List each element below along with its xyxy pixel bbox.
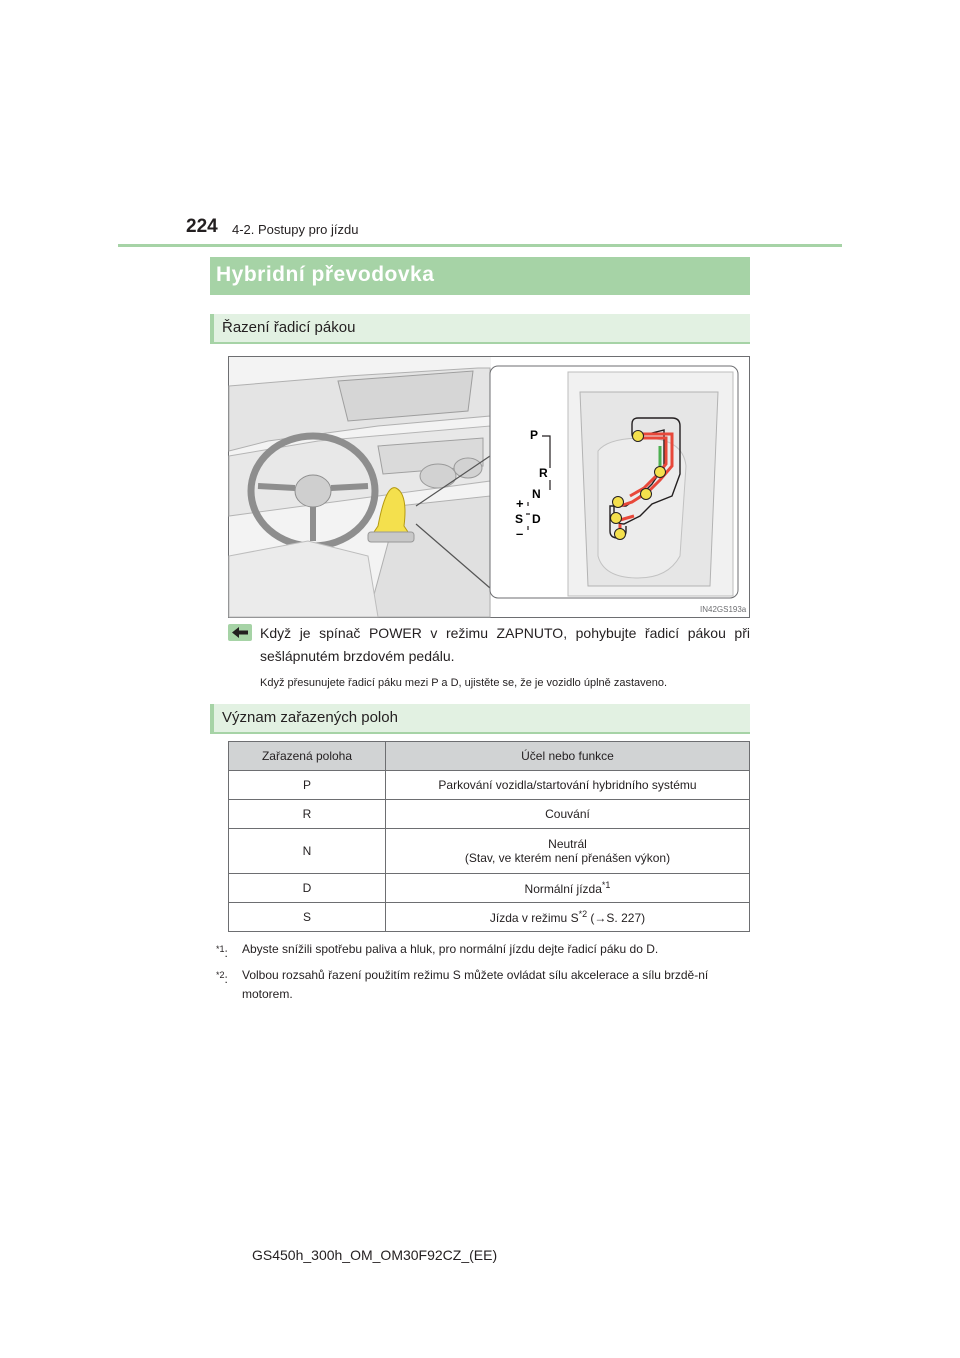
gate-label-s: S <box>515 512 524 526</box>
function-text: Normální jízda <box>524 882 602 896</box>
table-header-row <box>229 742 750 771</box>
function-cell: Parkování vozidla/startování hybridního systému <box>386 771 750 800</box>
subsection-title: Význam zařazených poloh <box>222 709 398 726</box>
shift-console-drawing <box>568 372 733 596</box>
position-cell: R <box>229 800 386 829</box>
header-rule <box>118 244 842 247</box>
footnote-ref: *1 <box>601 880 611 890</box>
subsection-header-shifting <box>210 314 750 344</box>
footnote-text: Volbou rozsahů řazení použitím režimu S můžete ovládat sílu akcelerace a sílu brzdě-ní motorem. <box>242 968 709 1001</box>
subsection-header-positions <box>210 704 750 734</box>
table-row <box>229 874 750 903</box>
arrow-left-icon-glyph <box>228 624 252 641</box>
table-row <box>229 903 750 932</box>
function-text: Jízda v režimu S <box>489 911 579 925</box>
function-line: (Stav, ve kterém není přenášen výkon) <box>464 851 671 865</box>
footnote-mark-text: *1 <box>216 944 225 954</box>
table-row <box>229 771 750 800</box>
footnote-mark-text: *2 <box>216 970 225 980</box>
section-header <box>210 257 750 295</box>
column-header-function: Účel nebo funkce <box>386 742 750 771</box>
footnote-mark: $^{*1}$: <box>216 944 228 960</box>
position-cell: D <box>229 874 386 903</box>
footer-model-code: GS450h_300h_OM_OM30F92CZ_(EE) <box>252 1247 498 1263</box>
page-number: 224 <box>186 216 218 237</box>
function-cell <box>386 903 750 932</box>
section-title: Hybridní převodovka <box>216 263 435 286</box>
page-reference: (→S. 227) <box>587 911 646 925</box>
footnote-ref: *2 <box>578 909 588 919</box>
position-cell: P <box>229 771 386 800</box>
instruction-note: Když přesunujete řadicí páku mezi P a D, ujistěte se, že je vozidlo úplně zastaveno. <box>260 677 668 689</box>
function-line: Neutrál <box>548 837 587 851</box>
chapter-heading: 4-2. Postupy pro jízdu <box>232 222 359 237</box>
footnote-mark: $^{*2}$: <box>216 970 228 986</box>
gate-label-d: D <box>532 512 541 526</box>
gate-label-plus: + <box>516 496 524 511</box>
car-interior-drawing <box>229 357 491 617</box>
gate-label-p: P <box>530 428 539 442</box>
gate-label-r: R <box>539 466 548 480</box>
shift-lever-illustration <box>228 356 750 618</box>
function-cell: Couvání <box>386 800 750 829</box>
subsection-title: Řazení řadicí pákou <box>222 319 356 336</box>
illustration-code: IN42GS193a <box>700 605 747 614</box>
gate-label-n: N <box>532 487 541 501</box>
function-cell <box>386 829 750 874</box>
table-row <box>229 829 750 874</box>
gate-label-minus: – <box>516 526 524 541</box>
shift-positions-table <box>228 741 750 932</box>
position-cell: N <box>229 829 386 874</box>
function-cell <box>386 874 750 903</box>
instruction-text: Když je spínač POWER v režimu ZAPNUTO, pohybujte řadicí pákou při sešlápnutém brzdovém pedálu. <box>260 625 750 664</box>
footnote-text: Abyste snížili spotřebu paliva a hluk, pro normální jízdu dejte řadicí páku do D. <box>242 942 659 956</box>
column-header-position: Zařazená poloha <box>229 742 386 771</box>
table-row <box>229 800 750 829</box>
arrow-left-icon <box>228 624 252 641</box>
position-cell: S <box>229 903 386 932</box>
